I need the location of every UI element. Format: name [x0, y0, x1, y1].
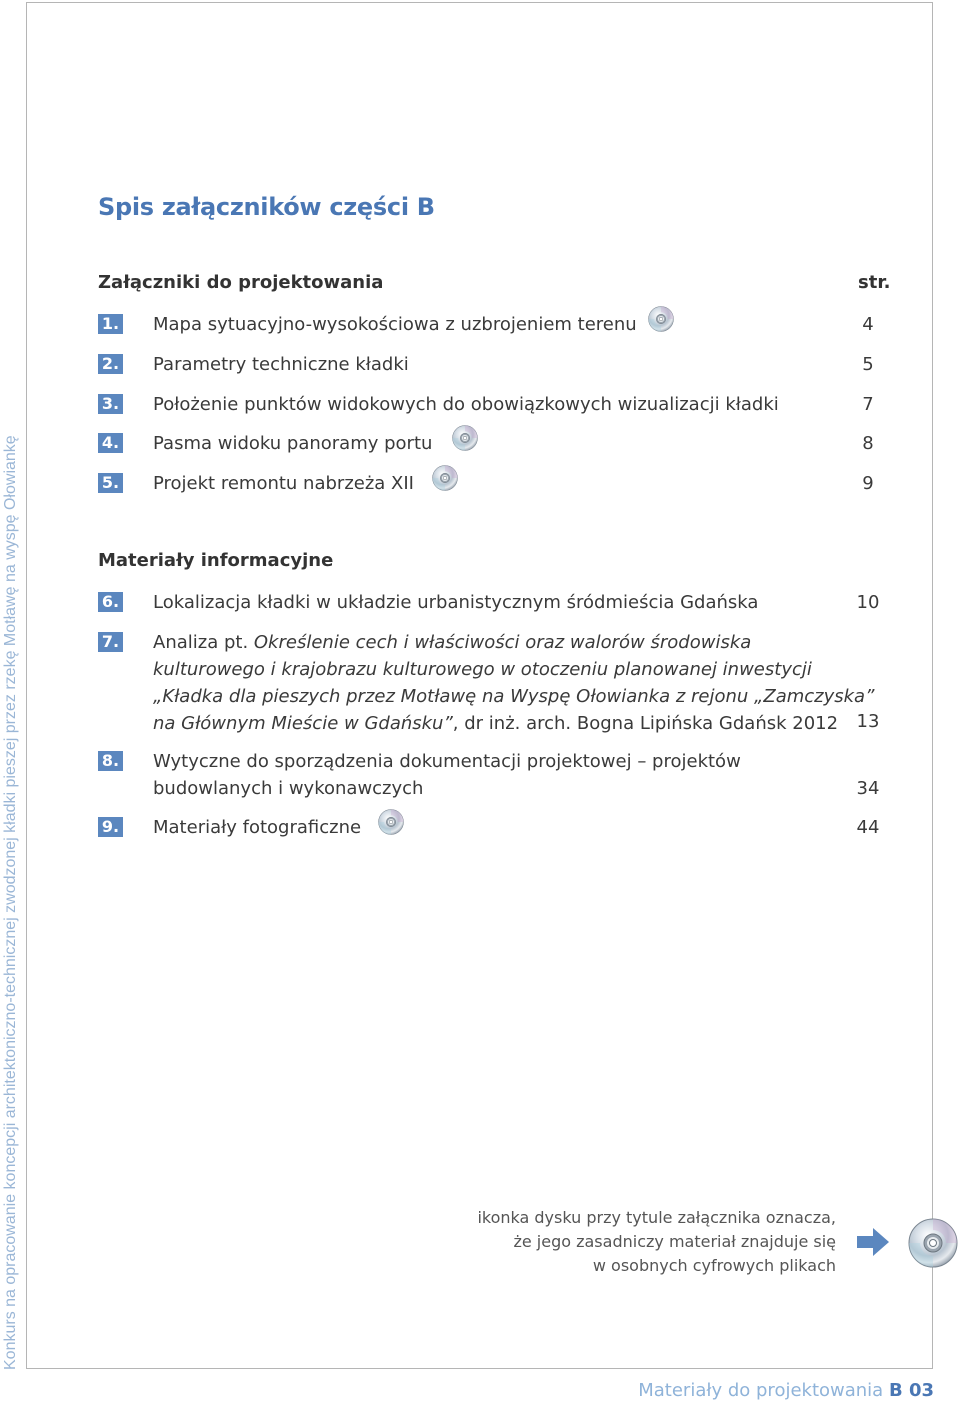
- item-title: Pasma widoku panoramy portu: [153, 433, 433, 454]
- item-page: 13: [856, 711, 880, 732]
- item-number: 6.: [98, 592, 123, 612]
- cd-disc-icon: [378, 809, 404, 835]
- item-title: Położenie punktów widokowych do obowiązkowych wizualizacji kładki: [153, 394, 779, 415]
- item-title: Parametry techniczne kładki: [153, 354, 409, 375]
- item-number: 8.: [98, 751, 123, 771]
- section-heading-info: Materiały informacyjne: [98, 550, 334, 571]
- item-title-italic: kulturowego i krajobrazu kulturowego w otoczeniu planowanej inwestycji: [153, 659, 812, 680]
- item-title-prefix: Analiza pt.: [153, 632, 254, 653]
- cd-disc-icon: [648, 306, 674, 332]
- item-page: 4: [862, 314, 874, 335]
- item-page: 8: [862, 433, 874, 454]
- page-title: Spis załączników części B: [98, 193, 435, 221]
- item-number: 2.: [98, 354, 123, 374]
- item-title: [153, 629, 874, 737]
- item-page: 5: [862, 354, 874, 375]
- side-label: Konkurs na opracowanie koncepcji architektoniczno-technicznej zwodzonej kładki pieszej przez rzekę Motławę na wyspę Ołowiankę: [2, 435, 19, 1370]
- item-number: 5.: [98, 473, 123, 493]
- item-page: 10: [856, 592, 880, 613]
- item-title: Materiały fotograficzne: [153, 817, 362, 838]
- item-page: 9: [862, 473, 874, 494]
- item-title: Lokalizacja kładki w układzie urbanistycznym śródmieścia Gdańska: [153, 592, 759, 613]
- item-number: 7.: [98, 632, 123, 652]
- item-title: Projekt remontu nabrzeża XII: [153, 473, 414, 494]
- item-page: 44: [856, 817, 880, 838]
- item-title-suffix: , dr inż. arch. Bogna Lipińska Gdańsk 2012: [452, 713, 839, 734]
- item-number: 9.: [98, 817, 123, 837]
- arrow-right-icon: [857, 1228, 889, 1256]
- item-title-italic: na Głównym Mieście w Gdańsku”: [153, 713, 453, 734]
- item-title-italic: „Kładka dla pieszych przez Motławę na Wyspę Ołowianka z rejonu „Zamczyska”: [153, 686, 875, 707]
- page-column-heading: str.: [858, 272, 891, 293]
- item-number: 3.: [98, 394, 123, 414]
- cd-disc-icon: [452, 425, 478, 451]
- footer-label: Materiały do projektowania: [638, 1380, 884, 1401]
- footer: [638, 1380, 934, 1401]
- cd-disc-icon: [432, 465, 458, 491]
- legend-line: w osobnych cyfrowych plikach: [592, 1256, 836, 1275]
- item-title-line: Wytyczne do sporządzenia dokumentacji projektowej – projektów: [153, 751, 741, 772]
- item-title: [153, 748, 741, 802]
- legend-line: ikonka dysku przy tytule załącznika oznacza,: [477, 1208, 836, 1227]
- item-title-line: budowlanych i wykonawczych: [153, 778, 424, 799]
- item-number: 4.: [98, 433, 123, 453]
- item-number: 1.: [98, 314, 123, 334]
- item-title-italic: Określenie cech i właściwości oraz walorów środowiska: [253, 632, 752, 653]
- footer-page-number: B 03: [888, 1380, 934, 1401]
- section-heading-attachments: Załączniki do projektowania: [98, 272, 384, 293]
- item-title: Mapa sytuacyjno-wysokościowa z uzbrojeniem terenu: [153, 314, 637, 335]
- item-page: 7: [862, 394, 874, 415]
- disc-icon-legend: [470, 1206, 836, 1278]
- cd-disc-icon: [908, 1218, 958, 1268]
- legend-line: że jego zasadniczy materiał znajduje się: [513, 1232, 836, 1251]
- item-page: 34: [856, 778, 880, 799]
